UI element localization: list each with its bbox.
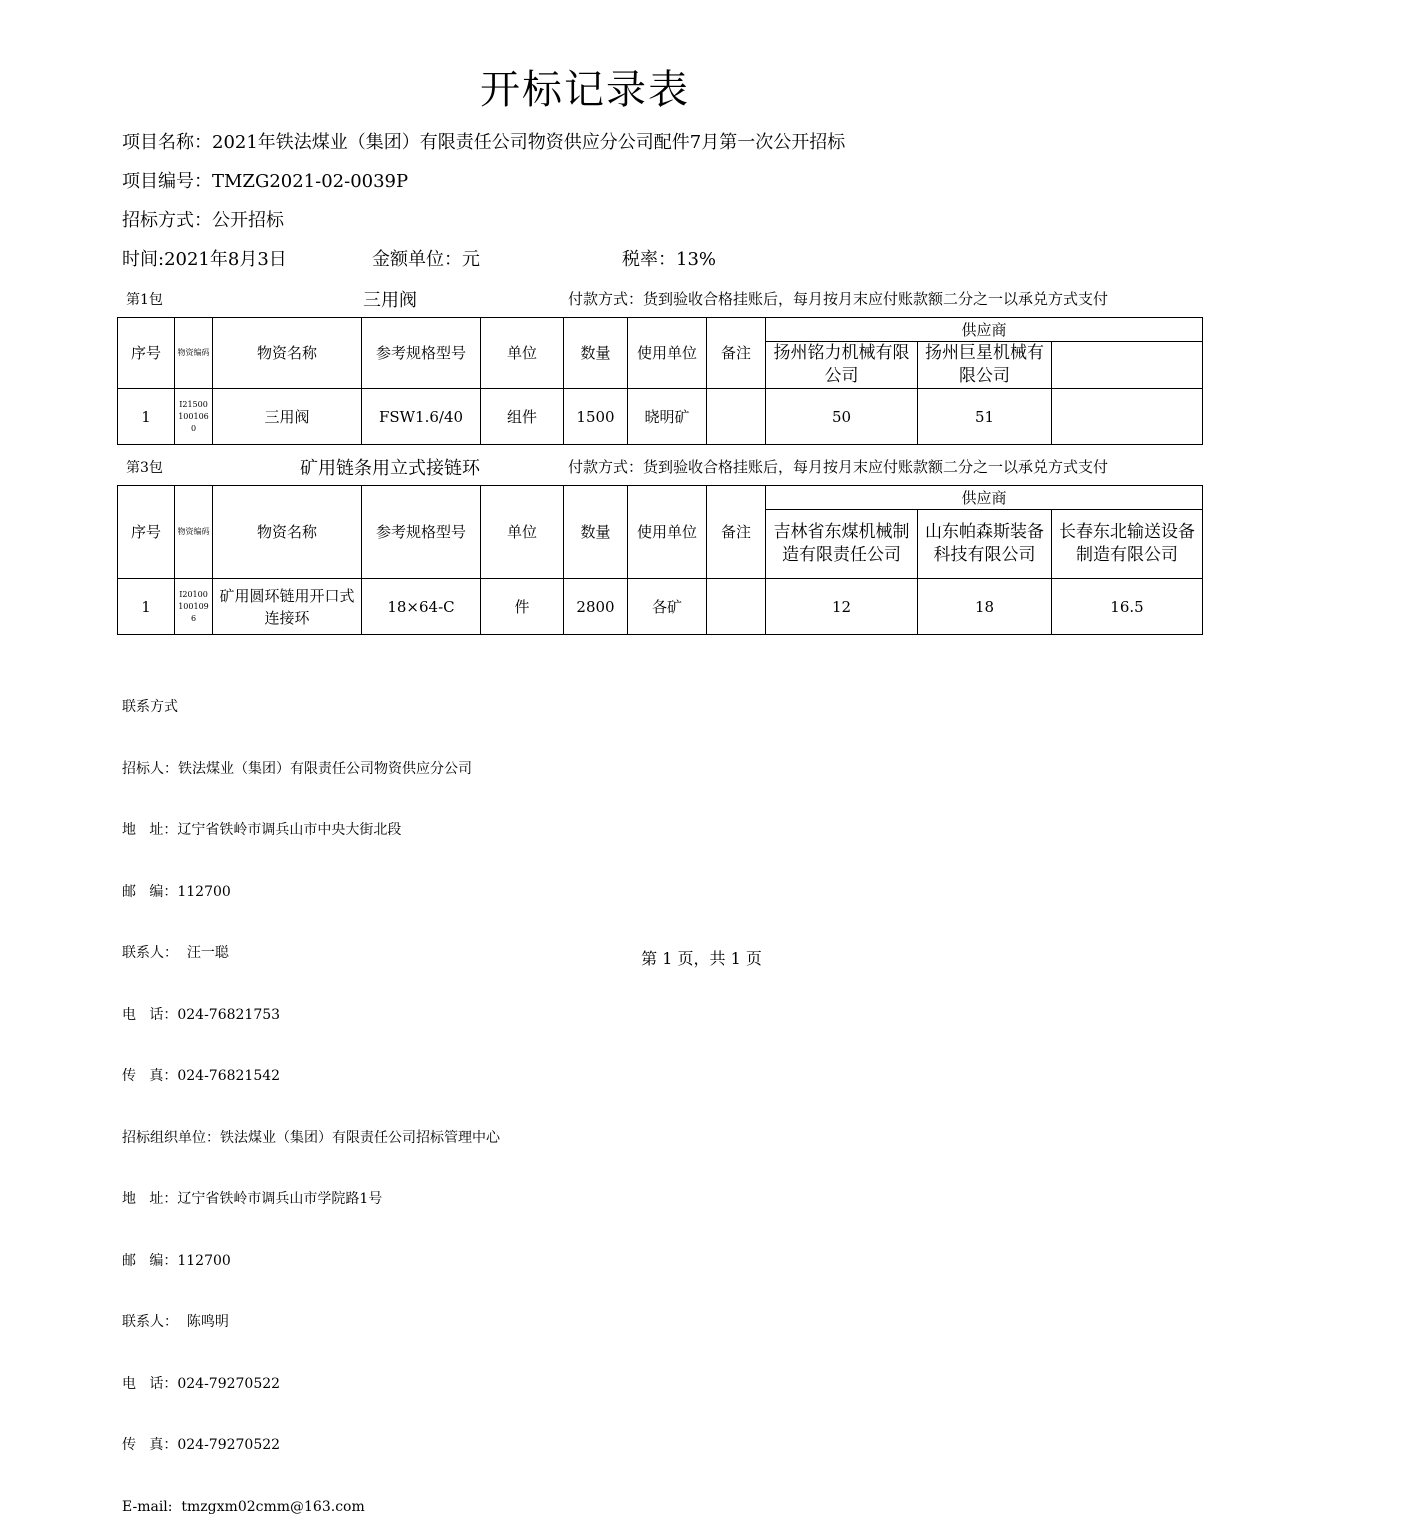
contact-line: 联系人： 汪一聪	[122, 945, 229, 961]
contact-line: 电 话：024-76821753	[122, 1006, 281, 1023]
cell-price: 50	[766, 389, 918, 445]
contact-block	[122, 656, 500, 1538]
bid-date: 时间:2021年8月3日	[122, 249, 287, 270]
cell-code: I201001001096	[175, 579, 213, 635]
supplier-name: 山东帕森斯装备科技有限公司	[918, 510, 1052, 579]
supplier-name: 吉林省东煤机械制造有限责任公司	[766, 510, 918, 579]
contact-line: 联系人： 陈鸣明	[122, 1314, 229, 1330]
cell-code: I215001001060	[175, 389, 213, 445]
contact-line: 地 址：辽宁省铁岭市调兵山市学院路1号	[122, 1191, 383, 1207]
header-seq: 序号	[118, 486, 175, 579]
cell-remark	[707, 389, 766, 445]
header-code: 物资编码	[175, 318, 213, 389]
contact-email: E-mail: tmzgxm02cmm@163.com	[122, 1498, 365, 1515]
contact-line: 招标组织单位：铁法煤业（集团）有限责任公司招标管理中心	[122, 1129, 500, 1146]
cell-price: 16.5	[1052, 579, 1203, 635]
supplier-name	[1052, 342, 1203, 389]
cell-price	[1052, 389, 1203, 445]
cell-user: 各矿	[628, 579, 707, 635]
header-unit: 单位	[481, 486, 564, 579]
payment-terms: 付款方式：货到验收合格挂账后，每月按月末应付账款额二分之一以承兑方式支付	[568, 458, 1109, 476]
header-supplier: 供应商	[766, 318, 1203, 342]
package-name: 三用阀	[363, 290, 417, 311]
payment-terms: 付款方式：货到验收合格挂账后，每月按月末应付账款额二分之一以承兑方式支付	[568, 290, 1109, 308]
cell-price: 18	[918, 579, 1052, 635]
tax-rate: 税率：13%	[622, 249, 717, 270]
cell-spec: 18×64-C	[362, 579, 481, 635]
package-number: 第1包	[126, 292, 163, 308]
header-remark: 备注	[707, 486, 766, 579]
cell-name: 三用阀	[213, 389, 362, 445]
supplier-name: 扬州铭力机械有限公司	[766, 342, 918, 389]
contact-line: 传 真：024-79270522	[122, 1437, 281, 1453]
cell-seq: 1	[118, 579, 175, 635]
cell-qty: 2800	[564, 579, 628, 635]
header-user: 使用单位	[628, 318, 707, 389]
cell-price: 12	[766, 579, 918, 635]
header-qty: 数量	[564, 486, 628, 579]
cell-spec: FSW1.6/40	[362, 389, 481, 445]
cell-user: 晓明矿	[628, 389, 707, 445]
cell-seq: 1	[118, 389, 175, 445]
cell-price: 51	[918, 389, 1052, 445]
header-unit: 单位	[481, 318, 564, 389]
header-name: 物资名称	[213, 486, 362, 579]
contact-line: 邮 编：112700	[122, 883, 231, 900]
table-row	[118, 389, 1203, 445]
header-user: 使用单位	[628, 486, 707, 579]
supplier-name: 长春东北输送设备制造有限公司	[1052, 510, 1203, 579]
package-number: 第3包	[126, 460, 163, 476]
contact-line: 邮 编：112700	[122, 1252, 231, 1269]
cell-unit: 组件	[481, 389, 564, 445]
bid-table-package-3	[117, 485, 1203, 635]
cell-unit: 件	[481, 579, 564, 635]
project-code: 项目编号：TMZG2021-02-0039P	[122, 171, 409, 192]
page-footer: 第 1 页，共 1 页	[641, 949, 762, 968]
project-name: 项目名称：2021年铁法煤业（集团）有限责任公司物资供应分公司配件7月第一次公开招标	[122, 132, 846, 153]
bid-method: 招标方式：公开招标	[122, 210, 284, 231]
header-seq: 序号	[118, 318, 175, 389]
header-remark: 备注	[707, 318, 766, 389]
header-spec: 参考规格型号	[362, 486, 481, 579]
contact-line: 地 址：辽宁省铁岭市调兵山市中央大街北段	[122, 822, 402, 838]
contact-line: 电 话：024-79270522	[122, 1375, 281, 1392]
header-supplier: 供应商	[766, 486, 1203, 510]
package-name: 矿用链条用立式接链环	[300, 458, 480, 479]
contact-heading: 联系方式	[122, 699, 178, 715]
header-name: 物资名称	[213, 318, 362, 389]
header-qty: 数量	[564, 318, 628, 389]
bid-table-package-1	[117, 317, 1203, 445]
currency-unit: 金额单位：元	[372, 249, 480, 270]
header-spec: 参考规格型号	[362, 318, 481, 389]
supplier-name: 扬州巨星机械有限公司	[918, 342, 1052, 389]
contact-line: 招标人：铁法煤业（集团）有限责任公司物资供应分公司	[122, 760, 472, 777]
cell-qty: 1500	[564, 389, 628, 445]
contact-line: 传 真：024-76821542	[122, 1068, 281, 1084]
page-title: 开标记录表	[480, 67, 690, 113]
header-code: 物资编码	[175, 486, 213, 579]
table-row	[118, 579, 1203, 635]
cell-name: 矿用圆环链用开口式连接环	[213, 579, 362, 635]
cell-remark	[707, 579, 766, 635]
